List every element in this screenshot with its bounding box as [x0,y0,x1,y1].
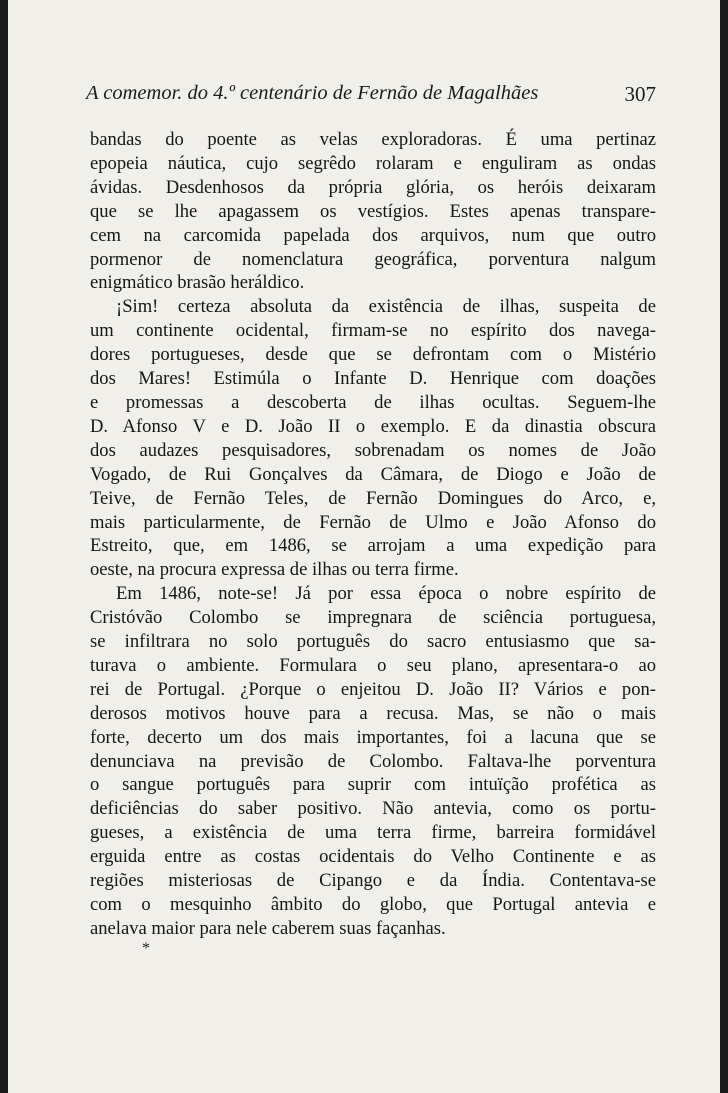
book-page [8,0,720,1093]
running-title: A comemor. do 4.º centenário de Fernão de Magalhães [86,82,539,104]
text-line: com o mesquinho âmbito do globo, que Portugal antevia e [90,894,656,915]
text-line: cem na carcomida papelada dos arquivos, num que outro [90,224,656,246]
text-line: D. Afonso V e D. João II o exemplo. E da dinastia obscura [90,415,656,437]
text-line: dores portugueses, desde que se defrontam com o Mistério [90,344,656,366]
text-line: Estreito, que, em 1486, se arrojam a uma expedição para [90,535,656,557]
text-line: anelava maior para nele caberem suas façanhas. [90,917,446,939]
text-line: que se lhe apagassem os vestígios. Estes apenas transpare- [90,200,656,222]
text-line: rei de Portugal. ¿Porque o enjeitou D. João II? Vários e pon- [90,678,656,700]
text-line: um continente ocidental, firmam-se no espírito dos navega- [90,320,656,342]
text-line: ávidas. Desdenhosos da própria glória, os heróis deixaram [90,176,656,198]
text-line: forte, decerto um dos mais importantes, foi a lacuna que se [90,726,656,748]
text-line: enigmático brasão heráldico. [90,272,305,294]
text-line: Em 1486, note-se! Já por essa época o nobre espírito de [116,583,656,605]
text-line: se infiltrara no solo português do sacro entusiasmo que sa- [90,631,656,653]
text-line: bandas do poente as velas exploradoras. É uma pertinaz [90,129,656,150]
text-line: Teive, de Fernão Teles, de Fernão Domingues do Arco, e, [90,487,656,509]
text-line: ¡Sim! certeza absoluta da existência de ilhas, suspeita de [116,296,656,318]
text-line: dos audazes pesquisadores, sobrenadam os nomes de João [90,439,656,461]
printer-mark: * [142,940,150,957]
text-line: pormenor de nomenclatura geográfica, porventura nalgum [90,248,656,270]
text-line: Cristóvão Colombo se impregnara de sciência portuguesa, [90,607,656,629]
page-number: 307 [624,82,656,106]
text-line: turava o ambiente. Formulara o seu plano, apresentara-o ao [90,654,656,676]
text-line: e promessas a descoberta de ilhas ocultas. Seguem-lhe [90,391,656,413]
text-line: erguida entre as costas ocidentais do Velho Continente e as [90,846,656,868]
text-line: Vogado, de Rui Gonçalves da Câmara, de Diogo e João de [90,463,656,485]
text-line: o sangue português para suprir com intuïção profética as [90,774,656,796]
text-line: denunciava na previsão de Colombo. Faltava-lhe porventura [90,750,656,772]
text-line: mais particularmente, de Fernão de Ulmo e João Afonso do [90,511,656,533]
text-line: derosos motivos houve para a recusa. Mas, se não o mais [90,702,656,724]
text-line: deficiências do saber positivo. Não antevia, como os portu- [90,798,656,820]
body-text [90,128,656,941]
text-line: gueses, a existência de uma terra firme, barreira formidável [90,822,656,844]
running-header [86,82,656,105]
text-line: dos Mares! Estimúla o Infante D. Henrique com doações [90,368,656,390]
text-line: epopeia náutica, cujo segrêdo rolaram e enguliram as ondas [90,152,656,174]
text-line: oeste, na procura expressa de ilhas ou terra firme. [90,559,459,581]
text-line: regiões misteriosas de Cipango e da Índia. Contentava-se [90,870,656,892]
